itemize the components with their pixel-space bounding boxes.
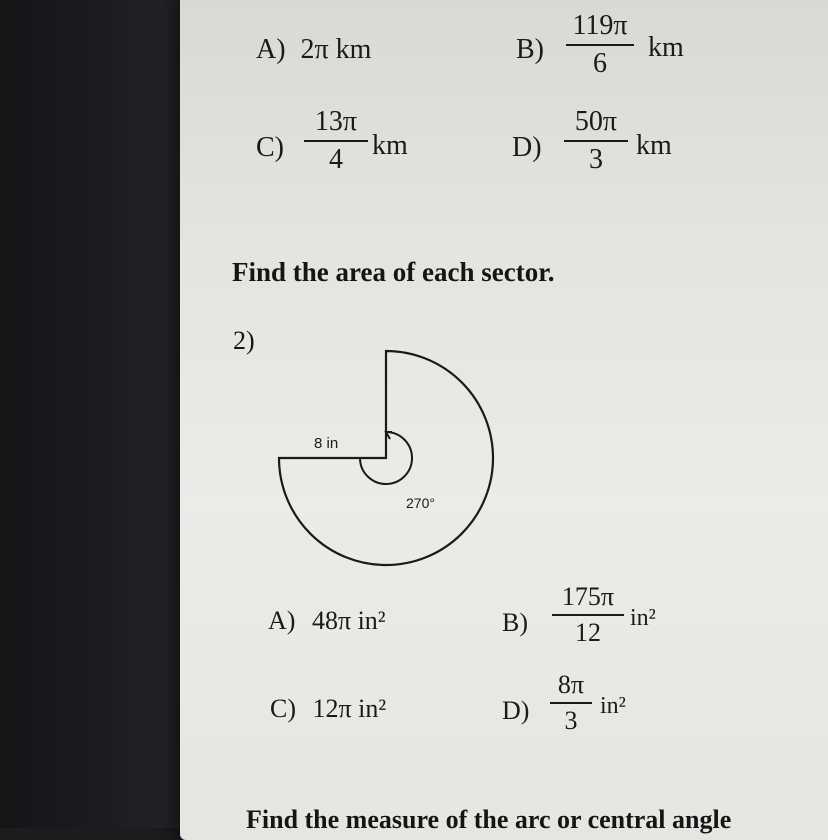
choice-b-unit: km	[648, 32, 684, 63]
choice-c-unit: km	[372, 130, 408, 161]
fraction-bar	[566, 44, 634, 46]
choice-a: A) 48π in²	[268, 606, 386, 635]
choice-d-fraction: 50π 3	[564, 108, 628, 174]
choice-d-letter: D)	[512, 132, 542, 163]
choice-b-unit: in²	[630, 605, 656, 631]
choice-d-fraction: 8π 3	[550, 672, 592, 734]
choice-c: C) 12π in²	[270, 694, 387, 723]
radius-label: 8 in	[314, 435, 339, 452]
dark-margin	[0, 0, 205, 828]
choice-b-fraction: 119π 6	[566, 12, 634, 78]
choice-c-letter: C)	[256, 132, 284, 163]
fraction-bar	[304, 140, 368, 142]
choice-b-letter: B)	[516, 34, 544, 65]
choice-d-unit: in²	[600, 693, 626, 719]
fraction-bar	[552, 614, 624, 616]
fraction-bar	[550, 702, 592, 704]
next-section-heading: Find the measure of the arc or central angle	[246, 805, 732, 834]
question-number: 2)	[233, 326, 255, 355]
choice-b-letter: B)	[502, 608, 528, 637]
sector-shape	[279, 351, 493, 565]
choice-c-fraction: 13π 4	[304, 108, 368, 174]
choice-d-letter: D)	[502, 696, 530, 725]
angle-label: 270°	[406, 495, 435, 511]
choice-b-fraction: 175π 12	[552, 584, 624, 646]
fraction-bar	[564, 140, 628, 142]
section-heading: Find the area of each sector.	[232, 257, 555, 287]
sector-diagram	[270, 340, 506, 576]
choice-a: A) 2π km	[256, 34, 372, 65]
choice-d-unit: km	[636, 130, 672, 161]
